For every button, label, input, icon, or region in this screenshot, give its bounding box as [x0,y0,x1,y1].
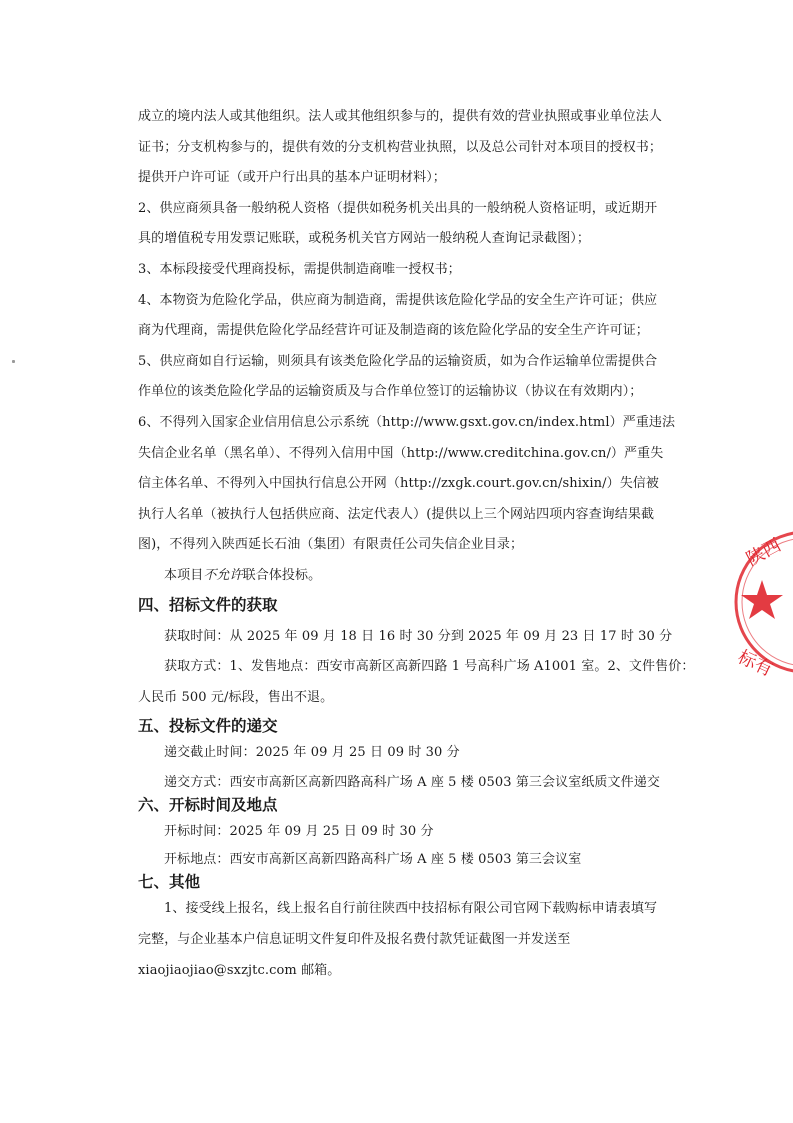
requirement-5-line: 5、供应商如自行运输，则须具有该类危险化学品的运输资质，如为合作运输单位需提供合 [138,354,658,369]
submission-deadline: 递交截止时间：2025 年 09 月 25 日 09 时 30 分 [164,745,460,760]
seal-icon [726,520,793,710]
requirement-6-line: 6、不得列入国家企业信用信息公示系统（http://www.gsxt.gov.cn/index.html）严重违法 [138,415,676,430]
consortium-prefix: 本项目 [164,568,204,583]
section-7-heading: 七、其他 [138,873,201,891]
company-seal [726,520,793,710]
acquisition-method: 获取方式：1、发售地点：西安市高新区高新四路 1 号高科广场 A1001 室。2、文件售价： [164,659,695,674]
submission-method: 递交方式：西安市高新区高新四路高科广场 A 座 5 楼 0503 第三会议室纸质文件递交 [164,775,660,790]
other-line: 1、接受线上报名，线上报名自行前往陕西中技招标有限公司官网下载购标申请表填写 [164,901,658,916]
opening-time: 开标时间：2025 年 09 月 25 日 09 时 30 分 [164,824,434,839]
consortium-emphasis: 不允许 [203,568,243,583]
seal-text-bottom: 标有 [734,646,777,681]
acquisition-method-cont: 人民币 500 元/标段，售出不退。 [138,690,334,705]
section-5-heading: 五、投标文件的递交 [138,717,278,735]
requirement-line: 提供开户许可证（或开户行出具的基本户证明材料）； [138,170,446,185]
requirement-3-line: 3、本标段接受代理商投标，需提供制造商唯一授权书； [138,262,461,277]
requirement-5-line: 作单位的该类危险化学品的运输资质及与合作单位签订的运输协议（协议在有效期内）； [138,384,643,399]
requirement-6-line: 信主体名单、不得列入中国执行信息公开网（http://zxgk.court.gov.cn/shixin/）失信被 [138,476,660,491]
requirement-line: 成立的境内法人或其他组织。法人或其他组织参与的，提供有效的营业执照或事业单位法人 [138,109,663,124]
other-line: 完整，与企业基本户信息证明文件复印件及报名费付款凭证截图一并发送至 [138,932,571,947]
requirement-line: 证书；分支机构参与的，提供有效的分支机构营业执照，以及总公司针对本项目的授权书； [138,140,663,155]
requirement-6-line: 失信企业名单（黑名单）、不得列入信用中国（http://www.creditchina.gov.cn/）严重失 [138,446,664,461]
opening-place: 开标地点：西安市高新区高新四路高科广场 A 座 5 楼 0503 第三会议室 [164,852,582,867]
scan-mark [12,360,15,363]
section-6-heading: 六、开标时间及地点 [138,796,278,814]
consortium-suffix: 联合体投标。 [242,568,322,583]
requirement-6-line: 执行人名单（被执行人包括供应商、法定代表人）(提供以上三个网站四项内容查询结果截 [138,507,655,522]
contact-email: xiaojiaojiao@sxzjtc.com 邮箱。 [138,963,341,978]
requirement-4-line: 4、本物资为危险化学品，供应商为制造商，需提供该危险化学品的安全生产许可证；供应 [138,293,658,308]
requirement-6-line: 图)，不得列入陕西延长石油（集团）有限责任公司失信企业目录； [138,537,524,552]
section-4-heading: 四、招标文件的获取 [138,596,278,614]
seal-text-top: 陕西 [742,534,785,571]
consortium-note [164,566,704,586]
acquisition-time: 获取时间：从 2025 年 09 月 18 日 16 时 30 分到 2025 年 09 月 23 日 17 时 30 分 [164,629,673,644]
requirement-4-line: 商为代理商，需提供危险化学品经营许可证及制造商的该危险化学品的安全生产许可证； [138,323,649,338]
requirement-2-line: 2、供应商须具备一般纳税人资格（提供如税务机关出具的一般纳税人资格证明，或近期开 [138,201,658,216]
requirement-2-line: 具的增值税专用发票记账联，或税务机关官方网站一般纳税人查询记录截图）； [138,231,591,246]
